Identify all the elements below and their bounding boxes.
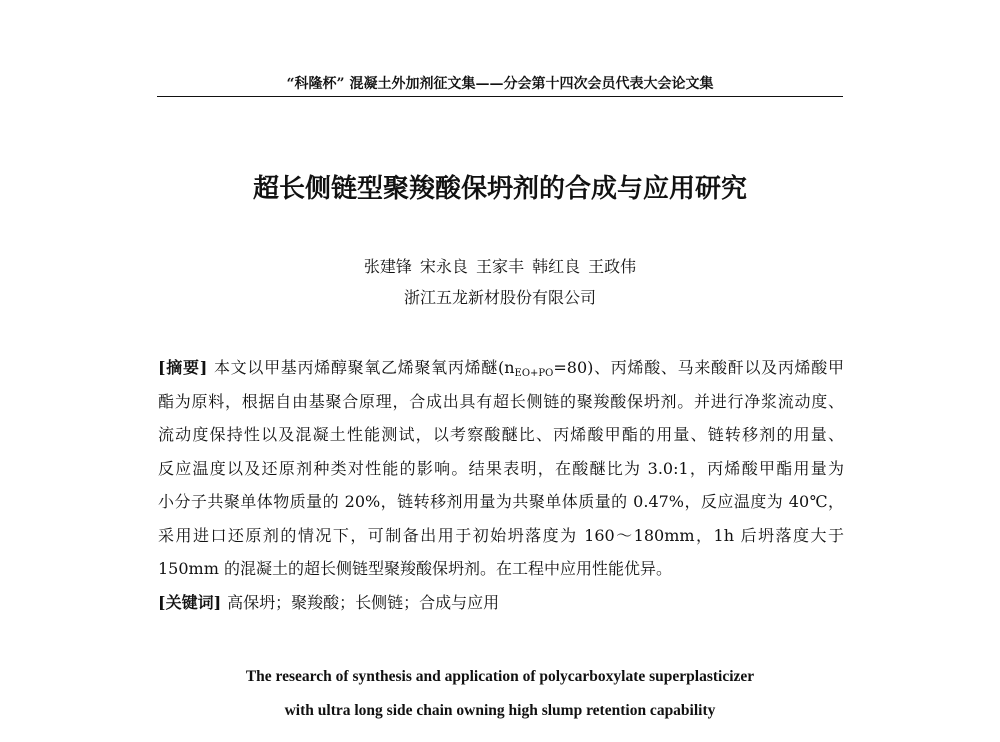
english-title-line: The research of synthesis and application of polycarboxylate superplasticizer — [245, 668, 755, 685]
abstract-line: 酯为原料，根据自由基聚合原理，合成出具有超长侧链的聚羧酸保坍剂。并进行净浆流动度、 — [158, 391, 844, 411]
keywords-text: 高保坍；聚羧酸；长侧链；合成与应用 — [227, 592, 500, 612]
abstract-line: 流动度保持性以及混凝土性能测试，以考察酸醚比、丙烯酸甲酯的用量、链转移剂的用量、 — [158, 425, 844, 444]
abstract-text: =80)、丙烯酸、马来酸酐以及丙烯酸甲 — [553, 358, 844, 377]
abstract-line: 小分子共聚单体物质量的 20%，链转移剂用量为共聚单体质量的 0.47%，反应温度为 40℃， — [158, 492, 844, 511]
keywords-label: [关键词] — [158, 592, 222, 612]
abstract-label: [摘要] — [158, 358, 208, 377]
running-header: “科隆杯” 混凝土外加剂征文集——分会第十四次会员代表大会论文集 — [286, 76, 714, 92]
author-list: 张建锋 宋永良 王家丰 韩红良 王政伟 — [363, 257, 637, 276]
keywords — [158, 586, 844, 620]
paper-title: 超长侧链型聚羧酸保坍剂的合成与应用研究 — [252, 173, 747, 203]
abstract-subscript: EO+PO — [514, 368, 554, 379]
abstract — [158, 351, 844, 619]
abstract-line: 反应温度以及还原剂种类对性能的影响。结果表明，在酸醚比为 3.0:1，丙烯酸甲酯用量为 — [158, 458, 844, 478]
abstract-text: 本文以甲基丙烯醇聚氧乙烯聚氧丙烯醚(n — [213, 358, 515, 377]
english-title-line: with ultra long side chain owning high slump retention capability — [284, 702, 716, 719]
affiliation: 浙江五龙新材股份有限公司 — [403, 288, 596, 307]
abstract-line: 150mm 的混凝土的超长侧链型聚羧酸保坍剂。在工程中应用性能优异。 — [158, 559, 672, 578]
abstract-line — [158, 351, 844, 385]
header-rule — [157, 96, 843, 97]
abstract-line: 采用进口还原剂的情况下，可制备出用于初始坍落度为 160～180mm，1h 后坍落度大于 — [158, 525, 844, 545]
